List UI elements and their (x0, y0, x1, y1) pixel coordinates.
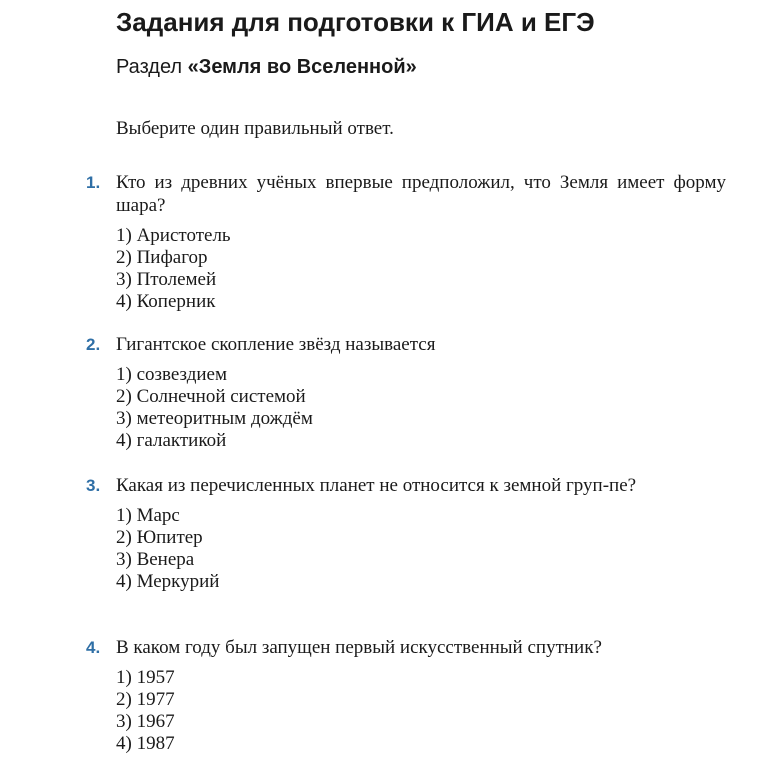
answer-options (86, 364, 726, 452)
answer-options (86, 667, 726, 755)
question-number: 2. (86, 335, 101, 354)
answer-option: 4) галактикой (116, 430, 227, 451)
answer-options (86, 505, 726, 593)
question-number: 1. (86, 173, 101, 192)
page-title: Задания для подготовки к ГИА и ЕГЭ (116, 7, 595, 37)
answer-option: 3) Птолемей (116, 269, 217, 290)
instruction-text: Выберите один правильный ответ. (116, 118, 394, 139)
answer-option: 1) Аристотель (116, 225, 231, 246)
answer-options (86, 225, 726, 313)
question-number: 4. (86, 638, 101, 657)
section-prefix: Раздел (116, 56, 188, 78)
question-4 (86, 636, 726, 755)
question-text: Какая из перечисленных планет не относится к земной груп-пе? (116, 475, 637, 496)
answer-option: 4) Коперник (116, 291, 216, 312)
answer-option: 1) Марс (116, 505, 180, 526)
answer-option: 2) Пифагор (116, 247, 208, 268)
answer-option: 4) 1987 (116, 733, 175, 754)
answer-option: 3) Венера (116, 549, 195, 570)
question-1 (86, 171, 726, 313)
answer-option: 2) Солнечной системой (116, 386, 306, 407)
answer-option: 4) Меркурий (116, 571, 220, 592)
question-text: В каком году был запущен первый искусственный спутник? (116, 637, 602, 658)
section-heading (116, 54, 417, 80)
question-number: 3. (86, 476, 101, 495)
question-text: Гигантское скопление звёзд называется (116, 334, 436, 355)
answer-option: 2) 1977 (116, 689, 175, 710)
answer-option: 3) 1967 (116, 711, 175, 732)
question-2 (86, 333, 726, 452)
answer-option: 1) 1957 (116, 667, 175, 688)
section-name: «Земля во Вселенной» (187, 56, 417, 78)
question-3 (86, 474, 726, 593)
answer-option: 2) Юпитер (116, 527, 203, 548)
answer-option: 3) метеоритным дождём (116, 408, 313, 429)
question-text: Кто из древних учёных впервые предположил, что Земля имеет форму шара? (116, 172, 726, 216)
answer-option: 1) созвездием (116, 364, 227, 385)
